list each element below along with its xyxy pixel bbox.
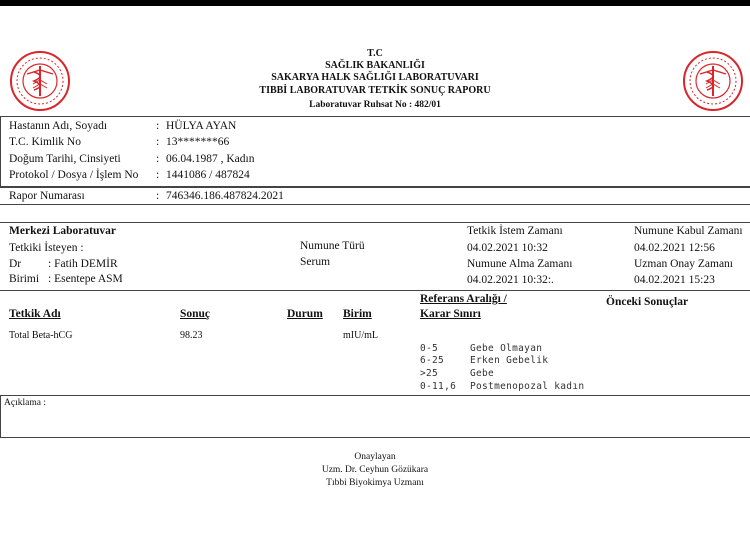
reference-range: >25: [420, 368, 439, 379]
col-decision-limit: Karar Sınırı: [420, 308, 481, 320]
separator: :: [156, 169, 160, 181]
sample-time-label: Numune Alma Zamanı: [467, 258, 573, 270]
header-license: Laboratuvar Ruhsat No : 482/01: [309, 100, 441, 110]
approve-time-label: Uzman Onay Zamanı: [634, 258, 733, 270]
notes-box: [0, 395, 750, 438]
reference-label: Gebe: [470, 368, 495, 379]
unit-value: : Esentepe ASM: [48, 273, 123, 285]
patient-name-label: Hastanın Adı, Soyadı: [9, 120, 108, 132]
header-ministry: SAĞLIK BAKANLIĞI: [325, 60, 425, 71]
reference-range: 0-5: [420, 343, 439, 354]
col-unit: Birim: [343, 308, 372, 320]
result-test-name: Total Beta-hCG: [9, 330, 73, 341]
reference-range: 6-25: [420, 355, 445, 366]
separator: :: [156, 190, 160, 202]
approval-title: Onaylayan: [354, 452, 396, 462]
header-laboratory: SAKARYA HALK SAĞLIĞI LABORATUVARI: [271, 72, 479, 83]
col-test-name: Tetkik Adı: [9, 308, 61, 320]
separator: :: [156, 136, 160, 148]
result-unit: mIU/mL: [343, 330, 378, 341]
report-number-bottom-line: [0, 204, 750, 205]
reference-range: 0-11,6: [420, 381, 457, 392]
notes-label: Açıklama :: [4, 398, 46, 408]
request-time-label: Tetkik İstem Zamanı: [467, 225, 563, 237]
lab-section-top-line: [0, 222, 750, 223]
result-value: 98.23: [180, 330, 203, 341]
col-result: Sonuç: [180, 308, 211, 320]
sample-type-value: Serum: [300, 256, 331, 268]
birth-value: 06.04.1987 , Kadın: [166, 153, 255, 165]
sample-type-label: Numune Türü: [300, 240, 365, 252]
doctor-value: : Fatih DEMİR: [48, 258, 118, 270]
reference-label: Gebe Olmayan: [470, 343, 543, 354]
separator: :: [156, 120, 160, 132]
request-time-value: 04.02.2021 10:32: [467, 242, 548, 254]
report-number-value: 746346.186.487824.2021: [166, 190, 284, 202]
report-number-label: Rapor Numarası: [9, 190, 85, 202]
birth-label: Doğum Tarihi, Cinsiyeti: [9, 153, 121, 165]
reference-label: Erken Gebelik: [470, 355, 549, 366]
results-top-line: [0, 290, 750, 291]
separator: :: [156, 153, 160, 165]
approve-time-value: 04.02.2021 15:23: [634, 274, 715, 286]
tc-value: 13*******66: [166, 136, 230, 148]
requester-label: Tetkiki İsteyen :: [9, 242, 84, 254]
reference-label: Postmenopozal kadın: [470, 381, 585, 392]
lab-name: Merkezi Laboratuvar: [9, 225, 116, 237]
top-black-bar: [0, 0, 750, 6]
col-previous-results: Önceki Sonuçlar: [606, 296, 689, 308]
header-tc: T.C: [367, 48, 383, 59]
accept-time-label: Numune Kabul Zamanı: [634, 225, 743, 237]
col-status: Durum: [287, 308, 323, 320]
unit-label: Birimi: [9, 273, 40, 285]
accept-time-value: 04.02.2021 12:56: [634, 242, 715, 254]
approver-title: Tıbbi Biyokimya Uzmanı: [326, 478, 424, 488]
patient-name-value: HÜLYA AYAN: [166, 120, 237, 132]
report-number-top-line: [0, 187, 750, 188]
doctor-label: Dr: [9, 258, 22, 270]
header-report-title: TIBBİ LABORATUVAR TETKİK SONUÇ RAPORU: [259, 85, 491, 96]
tc-label: T.C. Kimlik No: [9, 136, 81, 148]
approver-name: Uzm. Dr. Ceyhun Gözükara: [321, 465, 429, 475]
sample-time-value: 04.02.2021 10:32:.: [467, 274, 554, 286]
protocol-value: 1441086 / 487824: [166, 169, 250, 181]
protocol-label: Protokol / Dosya / İşlem No: [9, 169, 139, 181]
col-reference: Referans Aralığı /: [420, 293, 507, 305]
